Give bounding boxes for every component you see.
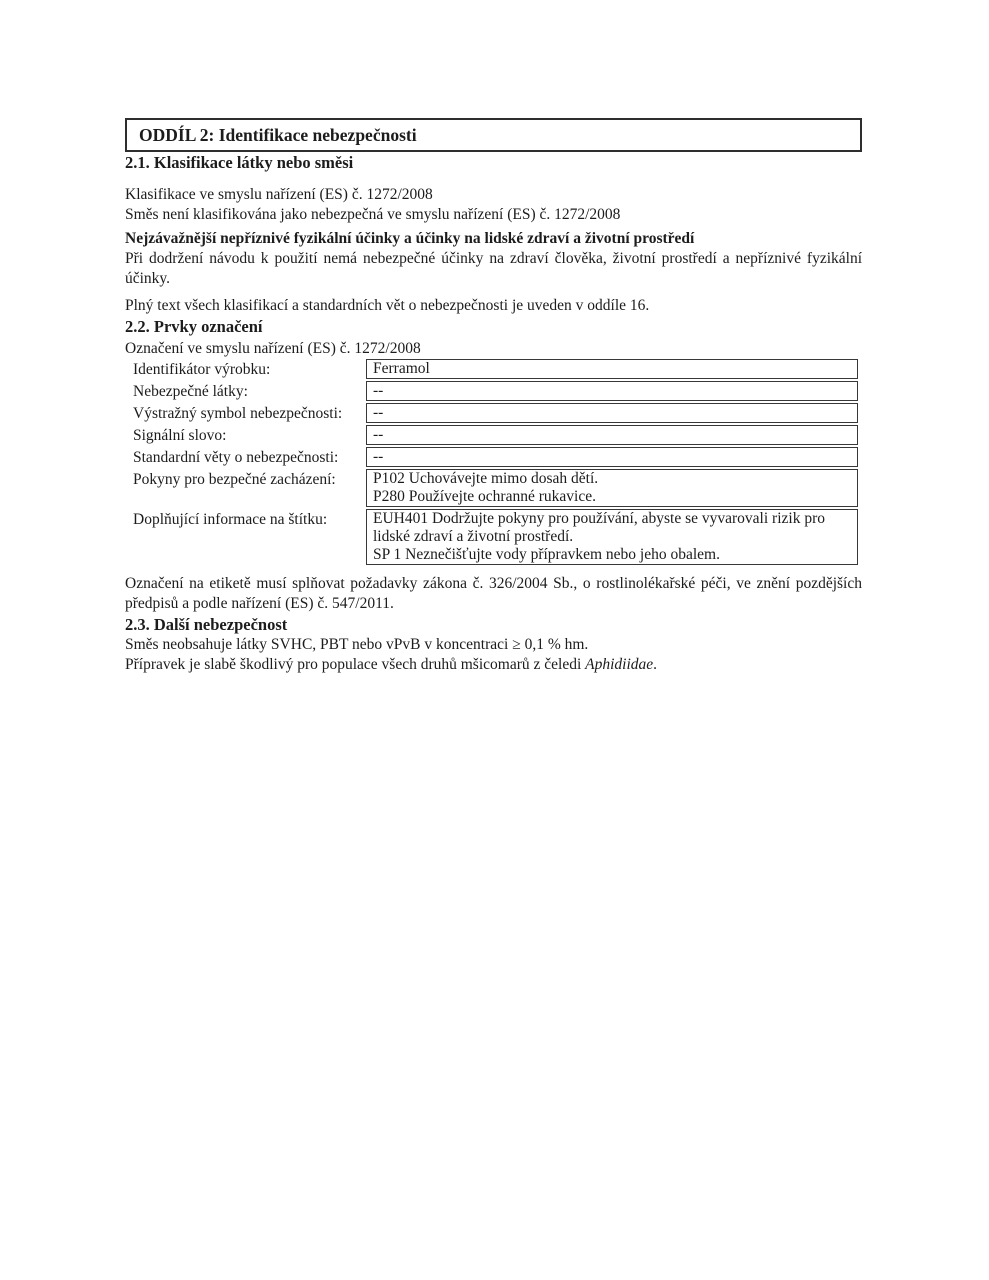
- row-value-precautionary-statements: [366, 469, 858, 507]
- row-label-product-identifier: Identifikátor výrobku:: [133, 361, 271, 378]
- row-label-precautionary-statements: Pokyny pro bezpečné zacházení:: [133, 471, 336, 488]
- row-value-hazardous-substances: [366, 381, 858, 401]
- row-value-line: --: [373, 382, 384, 399]
- sds-page: [125, 0, 862, 675]
- classification-line-2: Směs není klasifikována jako nebezpečná ve smyslu nařízení (ES) č. 1272/2008: [125, 206, 621, 223]
- row-value-hazard-statements: [366, 447, 858, 467]
- row-value-product-identifier: [366, 359, 858, 379]
- row-value-line: --: [373, 448, 384, 465]
- row-value-line: --: [373, 426, 384, 443]
- labeling-table: [125, 359, 862, 567]
- row-label-supplemental-info: Doplňující informace na štítku:: [133, 511, 328, 528]
- row-value-hazard-symbol: [366, 403, 858, 423]
- para-fulltext-note: Plný text všech klasifikací a standardních vět o nebezpečnosti je uveden v oddíle 16.: [125, 297, 650, 314]
- row-label-hazard-symbol: Výstražný symbol nebezpečnosti:: [133, 405, 343, 422]
- bold-subheading: Nejzávažnější nepříznivé fyzikální účinky a účinky na lidské zdraví a životní prostředí: [125, 230, 695, 247]
- para-labeling-intro: Označení ve smyslu nařízení (ES) č. 1272/2008: [125, 340, 421, 357]
- row-label-hazardous-substances: Nebezpečné látky:: [133, 383, 248, 400]
- row-value-line: --: [373, 404, 384, 421]
- section-header-title: ODDÍL 2: Identifikace nebezpečnosti: [139, 125, 417, 145]
- row-value-line: P102 Uchovávejte mimo dosah dětí.: [373, 470, 599, 487]
- species-name: Aphidiidae: [585, 656, 654, 673]
- aphid-line-suffix: .: [653, 656, 658, 673]
- row-value-supplemental-info: [366, 509, 858, 565]
- svhc-line: Směs neobsahuje látky SVHC, PBT nebo vPvB v koncentraci ≥ 0,1 % hm.: [125, 636, 589, 653]
- para-usage: Při dodržení návodu k použití nemá nebezpečné účinky na zdraví člověka, životní prostředí a nepříznivé fyzikální účinky.: [125, 250, 862, 287]
- heading-2-2: 2.2. Prvky označení: [125, 317, 263, 336]
- row-label-signal-word: Signální slovo:: [133, 427, 227, 444]
- heading-2-1: 2.1. Klasifikace látky nebo směsi: [125, 153, 354, 172]
- para-other-hazards: [125, 635, 862, 675]
- row-value-signal-word: [366, 425, 858, 445]
- row-value-line: EUH401 Dodržujte pokyny pro používání, abyste se vyvarovali rizik pro lidské zdraví a životní prostředí.: [373, 510, 825, 545]
- aphid-line-prefix: Přípravek je slabě škodlivý pro populace všech druhů mšicomarů z čeledi: [125, 656, 586, 673]
- heading-2-3: 2.3. Další nebezpečnost: [125, 615, 288, 634]
- classification-line-1: Klasifikace ve smyslu nařízení (ES) č. 1272/2008: [125, 186, 433, 203]
- para-label-requirements: Označení na etiketě musí splňovat požadavky zákona č. 326/2004 Sb., o rostlinolékařské péči, ve znění pozdějších předpisů a podle nařízení (ES) č. 547/2011.: [125, 575, 862, 612]
- row-value-line: P280 Používejte ochranné rukavice.: [373, 488, 596, 505]
- row-value-line: Ferramol: [373, 360, 430, 377]
- para-classification: [125, 185, 862, 225]
- row-label-hazard-statements: Standardní věty o nebezpečnosti:: [133, 449, 339, 466]
- section-header-box: [125, 118, 862, 152]
- row-value-line: SP 1 Neznečišťujte vody přípravkem nebo jeho obalem.: [373, 546, 720, 563]
